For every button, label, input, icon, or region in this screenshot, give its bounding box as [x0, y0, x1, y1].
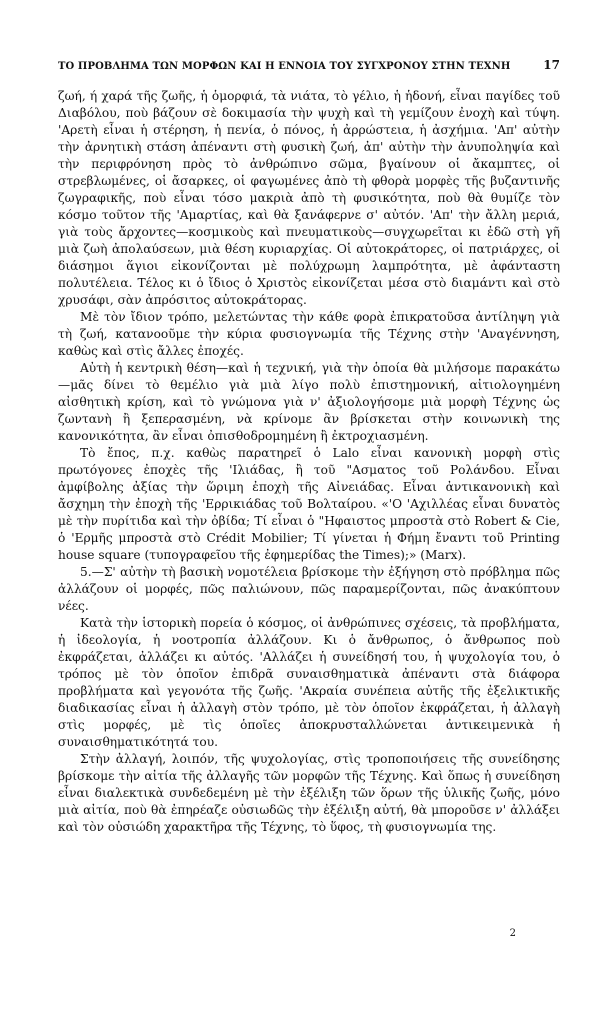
paragraph: ζωή, ή χαρά τῆς ζωῆς, ἡ ὁμορφιά, τὰ νιάτα, τὸ γέλιο, ἡ ἡδονή, εἶναι παγίδες τοῦ Διαβόλου, ποὺ βάζουν σὲ δοκιμασία τὴν ψυχὴ καὶ τὴ γεμίζουν ἐνοχὴ καὶ τύψη. 'Αρετὴ εἶναι ἡ στέρηση, ἡ πενία, ὁ πόνος, ἡ ἀρρώστεια, ἡ ἀσχήμια. 'Απ' αὐτὴν τὴν ἀρνητικὴ στάση ἀπέναντι στὴ φυσικὴ ζωή, ἀπ' αὐτὴν τὴν ἀνυποληψία καὶ τὴν περιφρόνηση πρὸς τὸ ἀνθρώπινο σῶμα, βγαίνουν οἱ ἄκαμπτες, οἱ στρεβλωμένες, οἱ ἄσαρκες, οἱ φαγωμένες ἀπὸ τὴ φθορὰ μορφὲς τῆς βυζαντινῆς ζωγραφικῆς, ποὺ εἶναι τόσο μακριὰ ἀπὸ τὴ φυσικότητα, ποὺ θὰ θυμίζε τὸν κόσμο τοῦτον τῆς 'Αμαρτίας, καὶ θὰ ξανάφερνε σ' αὐτόν. 'Απ' τὴν ἄλλη μεριά, γιὰ τοὺς ἄρχοντες—κοσμικοὺς καὶ πνευματικοὺς—συγχωρεῖται κι ἐδῶ στὴ γῆ μιὰ ζωὴ ἀπολαύσεων, μιὰ θέση κυριαρχίας. Οἱ αὐτοκράτορες, οἱ πατριάρχες, οἱ διάσημοι ἅγιοι εἰκονίζονται μὲ πολύχρωμη λαμπρότητα, μὲ ἀφάνταστη πολυτέλεια. Τέλος κι ὁ ἴδιος ὁ Χριστὸς εἰκονίζεται μέσα στὸ διαμάντι καὶ στὸ χρυσάφι, σὰν ἀπρόσιτος αὐτοκράτορας.: [58, 89, 560, 307]
running-header: [58, 58, 560, 72]
paragraph: Αὐτὴ ἡ κεντρικὴ θέση—καὶ ἡ τεχνική, γιὰ τὴν ὁποία θὰ μιλήσομε παρακάτω—μᾶς δίνει τὸ θεμέλιο γιὰ μιὰ λίγο πολὺ ἐπιστημονική, αἰτιολογημένη αἰσθητικὴ κρίση, καὶ τὸ γνώμονα γιὰ ν' ἀξιολογήσομε μιὰ μορφὴ Τέχνης ὡς ζωντανὴ ἢ ξεπερασμένη, νὰ κρίνομε ἂν βρίσκεται στὴν κοινωνικὴ της κανονικότητα, ἂν εἶναι ὀπισθοδρομημένη ἢ ἐκτροχιασμένη.: [58, 361, 560, 443]
paragraph: Μὲ τὸν ἴδιον τρόπο, μελετώντας τὴν κάθε φορὰ ἐπικρατοῦσα ἀντίληψη γιὰ τὴ ζωή, κατανοοῦμε τὴν κύρια φυσιογνωμία τῆς Τέχνης στὴν 'Αναγέννηση, καθὼς καὶ στὶς ἄλλες ἐποχές.: [58, 310, 560, 358]
page-number: 17: [543, 58, 560, 72]
section-paragraph: 5.—Σ' αὐτὴν τὴ βασικὴ νομοτέλεια βρίσκομε τὴν ἐξήγηση στὸ πρόβλημα πῶς ἀλλάζουν οἱ μορφές, πῶς παλιώνουν, πῶς παραμερίζονται, πῶς ἀνακύπτουν νέες.: [58, 565, 560, 613]
running-title: ΤΟ ΠΡΟΒΛΗΜΑ ΤΩΝ ΜΟΡΦΩΝ ΚΑΙ Η ΕΝΝΟΙΑ ΤΟΥ ΣΥΓΧΡΟΝΟΥ ΣΤΗΝ ΤΕΧΝΗ: [58, 61, 511, 72]
paragraph: Τὸ ἔπος, π.χ. καθὼς παρατηρεῖ ὁ Lalo εἶναι κανονικὴ μορφὴ στὶς πρωτόγονες ἐποχὲς τῆς 'Ιλιάδας, ἢ τοῦ "Ασματος τοῦ Ρολάνδου. Εἶναι ἀμφίβολης ἀξίας τὴν ὥριμη ἐποχὴ τῆς Αἰνειάδας. Εἶναι ἀντικανονικὴ καὶ ἄσχημη τὴν ἐποχὴ τῆς 'Ερρικιάδας τοῦ Βολταίρου. «'Ο 'Αχιλλέας εἶναι δυνατὸς μὲ τὴν πυρίτιδα καὶ τὴν ὀβίδα; Τί εἶναι ὁ "Ηφαιστος μπροστὰ στὸ Robert & Cie, ὁ 'Ερμῆς μπροστὰ στὸ Crédit Mobilier; Τί γίνεται ἡ Φήμη ἔναντι τοῦ Printing house square (τυπογραφεῖου τῆς ἐφημερίδας the Times);» (Marx).: [58, 446, 560, 562]
paragraph: Κατὰ τὴν ἱστορικὴ πορεία ὁ κόσμος, οἱ ἀνθρώπινες σχέσεις, τὰ προβλήματα, ἡ ἰδεολογία, ἡ νοοτροπία ἀλλάζουν. Κι ὁ ἄνθρωπος, ὁ ἄνθρωπος ποὺ ἐκφράζεται, ἀλλάζει κι αὐτός. 'Αλλάζει ἡ συνείδησή του, ἡ ψυχολογία του, ὁ τρόπος μὲ τὸν ὁποῖον ἐπιδρᾶ συναισθηματικὰ ἀπέναντι στὰ διάφορα προβλήματα καὶ γεγονότα τῆς ζωῆς. 'Ακραία συνέπεια αὐτῆς τῆς ἐξελικτικῆς διαδικασίας εἶναι ἡ ἀλλαγὴ στὸν τρόπο, μὲ τὸν ὁποῖον ἐκφράζεται, ἡ ἀλλαγὴ στὶς μορφές, μὲ τὶς ὁποῖες ἀποκρυσταλλώνεται ἀντικειμενικὰ ἡ συναισθηματικότητά του.: [58, 616, 560, 749]
paragraph: Στὴν ἀλλαγή, λοιπόν, τῆς ψυχολογίας, στὶς τροποποιήσεις τῆς συνείδησης βρίσκομε τὴν αἰτία τῆς ἀλλαγῆς τῶν μορφῶν τῆς Τέχνης. Καὶ ὅπως ἡ συνείδηση εἶναι διαλεκτικὰ συνδεδεμένη μὲ τὴν ἐξέλιξη τῶν ὅρων τῆς ὑλικῆς ζωῆς, μόνο μιὰ αἰτία, ποὺ θὰ ἐπηρέαζε οὐσιωδῶς τὴν ἐξέλιξη αὐτή, θὰ μποροῦσε ν' ἀλλάξει καὶ τὸν οὐσιώδη χαρακτῆρα τῆς Τέχνης, τὸ ὕφος, τὴ φυσιογνωμία της.: [58, 752, 560, 834]
signature-mark: 2: [509, 928, 516, 939]
